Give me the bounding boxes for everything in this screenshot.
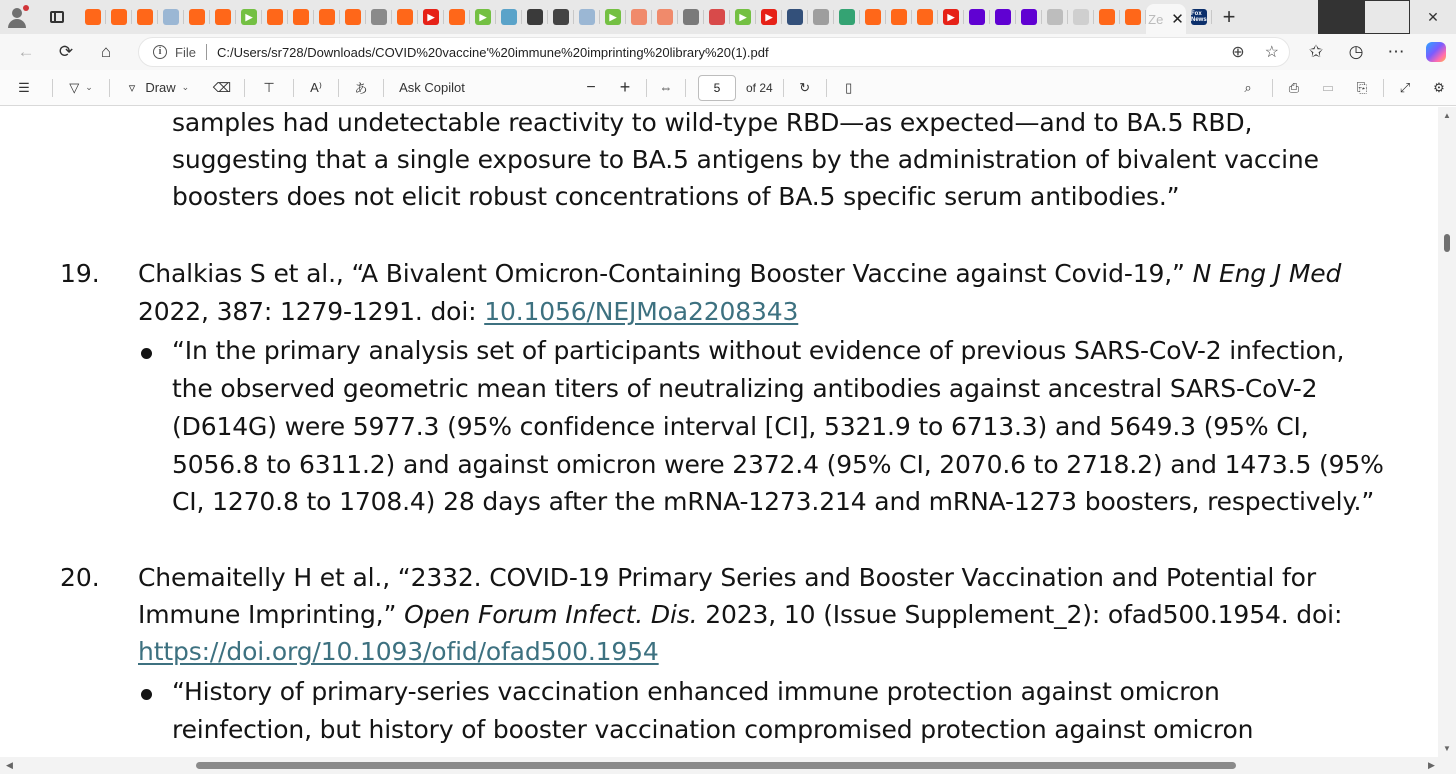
tab[interactable] [522,0,548,34]
gp-icon [813,9,829,25]
substack-icon [85,9,101,25]
tab[interactable] [574,0,600,34]
news-icon [787,9,803,25]
substack-icon [891,9,907,25]
mail-icon [1021,9,1037,25]
copilot-button[interactable] [1416,34,1456,70]
fox-news-icon: Fox News [1191,11,1207,23]
scroll-left-arrow-icon[interactable]: ◀ [6,760,13,770]
substack-icon [397,9,413,25]
scroll-down-arrow-icon[interactable]: ▼ [1443,744,1451,753]
quote-line: reinfection, but history of booster vaccination compromised protection against omicron [172,715,1254,744]
bird-icon [683,9,699,25]
draw-button[interactable]: ▿ Draw ⌄ [128,79,190,95]
tab[interactable] [210,0,236,34]
tab[interactable] [184,0,210,34]
divider [52,79,53,97]
tab[interactable] [1094,0,1120,34]
active-tab-label: Ze [1148,11,1164,27]
divider [646,79,647,97]
substack-icon [189,9,205,25]
tripadvisor-icon [839,9,855,25]
copilot-icon [1426,42,1446,62]
bullet-icon [141,348,152,359]
divider [206,44,207,60]
divider [383,79,384,97]
quote-line: (D614G) were 5977.3 (95% confidence interval [CI], 5321.9 to 6713.3) and 5649.3 (95% CI, [172,412,1309,441]
citation-text: Chalkias S et al., “A Bivalent Omicron-Containing Booster Vaccine against Covid-19,” [138,259,1193,288]
doi-link[interactable]: https://doi.org/10.1093/ofid/ofad500.1954 [138,637,659,666]
page-number-input[interactable]: 5 [698,75,736,101]
substack-icon [865,9,881,25]
tab[interactable] [496,0,522,34]
refresh-button[interactable]: ⟳ [58,42,74,61]
quote-line: 5056.8 to 6311.2) and against omicron were 2372.4 (95% CI, 2070.6 to 2718.2) and 1473.5 (95% [172,450,1384,479]
favorites-icon[interactable]: ✩ [1308,42,1324,61]
tab[interactable] [1068,0,1094,34]
minimize-button[interactable] [1318,0,1364,34]
text-box-icon[interactable]: ⊤ [263,79,275,95]
divider [244,79,245,97]
pdf-toolbar [0,70,1456,106]
divider [783,79,784,97]
youtube-icon: ▶ [943,9,959,25]
history-icon[interactable]: ◷ [1348,42,1364,61]
web-icon [163,9,179,25]
highlight-button[interactable]: ▽ ⌄ [69,79,93,95]
citation-text: Immune Imprinting,” [138,600,405,629]
web-icon [579,9,595,25]
notification-dot [23,5,29,11]
journal-name: N Eng J Med [1192,259,1342,288]
citation-line [138,297,798,326]
search-icon [501,9,517,25]
divider [1272,79,1273,97]
substack-icon [293,9,309,25]
tab[interactable] [1042,0,1068,34]
quote-line: samples had undetectable reactivity to wild-type RBD—as expected—and to BA.5 RBD, [172,108,1253,137]
draw-label: Draw [145,80,176,95]
profile-avatar-icon[interactable] [0,0,34,34]
find-icon[interactable]: ⌕ [1244,79,1252,95]
rumble-icon: ▶ [605,9,621,25]
scroll-right-arrow-icon[interactable]: ▶ [1428,760,1435,770]
divider [109,79,110,97]
divider [826,79,827,97]
pen-icon: ▿ [128,79,136,95]
back-button[interactable]: ← [17,42,35,61]
close-tab-icon[interactable]: ✕ [1171,11,1184,28]
tab[interactable] [626,0,652,34]
divider [338,79,339,97]
address-field[interactable] [138,37,1290,67]
substack-icon [111,9,127,25]
page-view-icon[interactable]: ▯ [845,79,853,95]
page-icon [631,9,647,25]
eraser-icon[interactable]: ⌫ [212,79,232,95]
news-icon [371,9,387,25]
info-icon[interactable]: i [153,45,167,59]
fit-width-icon[interactable]: ⇔ [659,80,673,95]
tab[interactable] [964,0,990,34]
diamond-icon [553,9,569,25]
reference-number: 19. [60,259,100,288]
substack-icon [137,9,153,25]
address-bar-row [0,34,1456,70]
tab[interactable] [652,0,678,34]
tab[interactable] [990,0,1016,34]
youtube-icon: ▶ [423,9,439,25]
substack-icon [215,9,231,25]
tab[interactable] [860,0,886,34]
read-aloud-icon[interactable]: A⁾ [310,79,322,95]
vertical-scroll-thumb[interactable] [1444,234,1450,252]
tab-actions-icon[interactable] [34,0,80,34]
close-window-button[interactable]: ✕ [1427,8,1439,25]
divider [1383,79,1384,97]
zoom-in-button[interactable] [608,70,642,106]
doi-link[interactable]: 10.1056/NEJMoa2208343 [484,297,799,326]
divider [293,79,294,97]
page-count-label: of 24 [746,80,773,95]
rumble-icon: ▶ [241,9,257,25]
tab[interactable] [444,0,470,34]
maximize-button[interactable] [1364,0,1410,34]
quote-line: boosters does not elicit robust concentrations of BA.5 specific serum antibodies.” [172,182,1180,211]
citation-text: 2022, 387: 1279-1291. doi: [138,297,485,326]
horizontal-scroll-thumb[interactable] [196,762,1236,769]
tab[interactable] [158,0,184,34]
tab[interactable] [808,0,834,34]
quote-line: the observed geometric mean titers of neutralizing antibodies against ancestral SARS-CoV-2 [172,374,1318,403]
tab[interactable] [886,0,912,34]
quote-line: CI, 1270.8 to 1708.4) 28 days after the mRNA-1273.214 and mRNA-1273 boosters, respectively.” [172,487,1375,516]
substack-icon [1099,9,1115,25]
tab[interactable] [782,0,808,34]
quote-line: suggesting that a single exposure to BA.5 antigens by the administration of bivalent vaccine [172,145,1319,174]
news-icon [527,9,543,25]
more-menu-icon[interactable]: ⋯ [1387,42,1405,61]
horizontal-scrollbar[interactable] [0,757,1456,774]
page-icon [1047,9,1063,25]
bullet-icon [141,689,152,700]
tab[interactable] [756,0,782,34]
tab[interactable] [392,0,418,34]
tab-fox-news[interactable] [1186,0,1212,34]
reference-number: 20. [60,563,100,592]
tab[interactable] [1120,0,1146,34]
table-of-contents-icon[interactable]: ☰ [18,79,30,95]
citation-line: Chemaitelly H et al., “2332. COVID-19 Primary Series and Booster Vaccination and Potential for [138,563,1316,592]
tab[interactable] [340,0,366,34]
zoom-out-button[interactable] [574,70,608,106]
journal-name: Open Forum Infect. Dis. [404,600,698,629]
yahoo-icon [969,9,985,25]
pdf-document-view[interactable] [0,107,1438,757]
zoom-in-icon: + [619,77,631,97]
substack-icon [319,9,335,25]
quote-line: “In the primary analysis set of participants without evidence of previous SARS-CoV-2 infection, [172,336,1345,365]
file-scheme-label: File [175,44,196,60]
yahoo-icon [995,9,1011,25]
substack-icon [1125,9,1141,25]
tab[interactable] [418,0,444,34]
citation-text: 2023, 10 (Issue Supplement_2): ofad500.1954. doi: [697,600,1343,629]
window-controls [1318,0,1456,34]
divider [685,79,686,97]
vertical-scrollbar[interactable] [1438,107,1456,757]
ask-copilot-label: Ask Copilot [399,80,465,95]
quote-line: “History of primary-series vaccination enhanced immune protection against omicron [172,677,1220,706]
tab[interactable] [132,0,158,34]
print-icon[interactable]: ⎙ [1288,79,1300,95]
rotate-icon[interactable]: ↻ [799,79,811,95]
citation-line [138,637,659,666]
zoom-out-icon: − [586,78,596,96]
tab-list [80,0,1146,34]
new-tab-button[interactable]: + [1222,4,1236,29]
tab[interactable] [470,0,496,34]
citation-line [138,600,1342,629]
tab[interactable] [236,0,262,34]
tab[interactable] [288,0,314,34]
citation-line [138,259,1341,288]
tab[interactable] [1016,0,1042,34]
tab[interactable] [704,0,730,34]
rumble-icon: ▶ [475,9,491,25]
red-square-icon [709,9,725,25]
rumble-icon: ▶ [735,9,751,25]
substack-icon [345,9,361,25]
save-icon[interactable]: ▭ [1321,79,1335,95]
circle-icon [657,9,673,25]
tab[interactable] [314,0,340,34]
tab[interactable] [912,0,938,34]
substack-icon [449,9,465,25]
substack-icon [917,9,933,25]
favorite-star-icon[interactable]: ☆ [1264,44,1279,61]
tab[interactable] [262,0,288,34]
tab[interactable] [548,0,574,34]
youtube-icon: ▶ [761,9,777,25]
substack-icon [267,9,283,25]
home-button[interactable]: ⌂ [100,42,112,61]
scroll-up-arrow-icon[interactable]: ▲ [1443,111,1451,120]
tab[interactable] [678,0,704,34]
active-tab[interactable] [1146,4,1186,34]
tab[interactable] [938,0,964,34]
tab[interactable] [80,0,106,34]
tab[interactable] [834,0,860,34]
tab[interactable] [366,0,392,34]
tab-strip [0,0,1456,34]
tab[interactable] [730,0,756,34]
fullscreen-icon[interactable]: ⤢ [1399,79,1411,95]
translate-icon[interactable]: あ [354,81,368,96]
save-as-icon[interactable]: ⎘ [1356,79,1368,95]
highlighter-icon: ▽ [69,79,80,95]
zoom-icon[interactable]: ⊕ [1231,44,1245,61]
settings-gear-icon[interactable]: ⚙ [1433,79,1445,95]
gear-icon [1073,9,1089,25]
tab[interactable] [106,0,132,34]
ask-copilot-button[interactable] [388,70,476,106]
tab[interactable] [600,0,626,34]
url-text[interactable]: C:/Users/sr728/Downloads/COVID%20vaccine'%20immune%20imprinting%20library%20(1).pdf [216,44,769,60]
